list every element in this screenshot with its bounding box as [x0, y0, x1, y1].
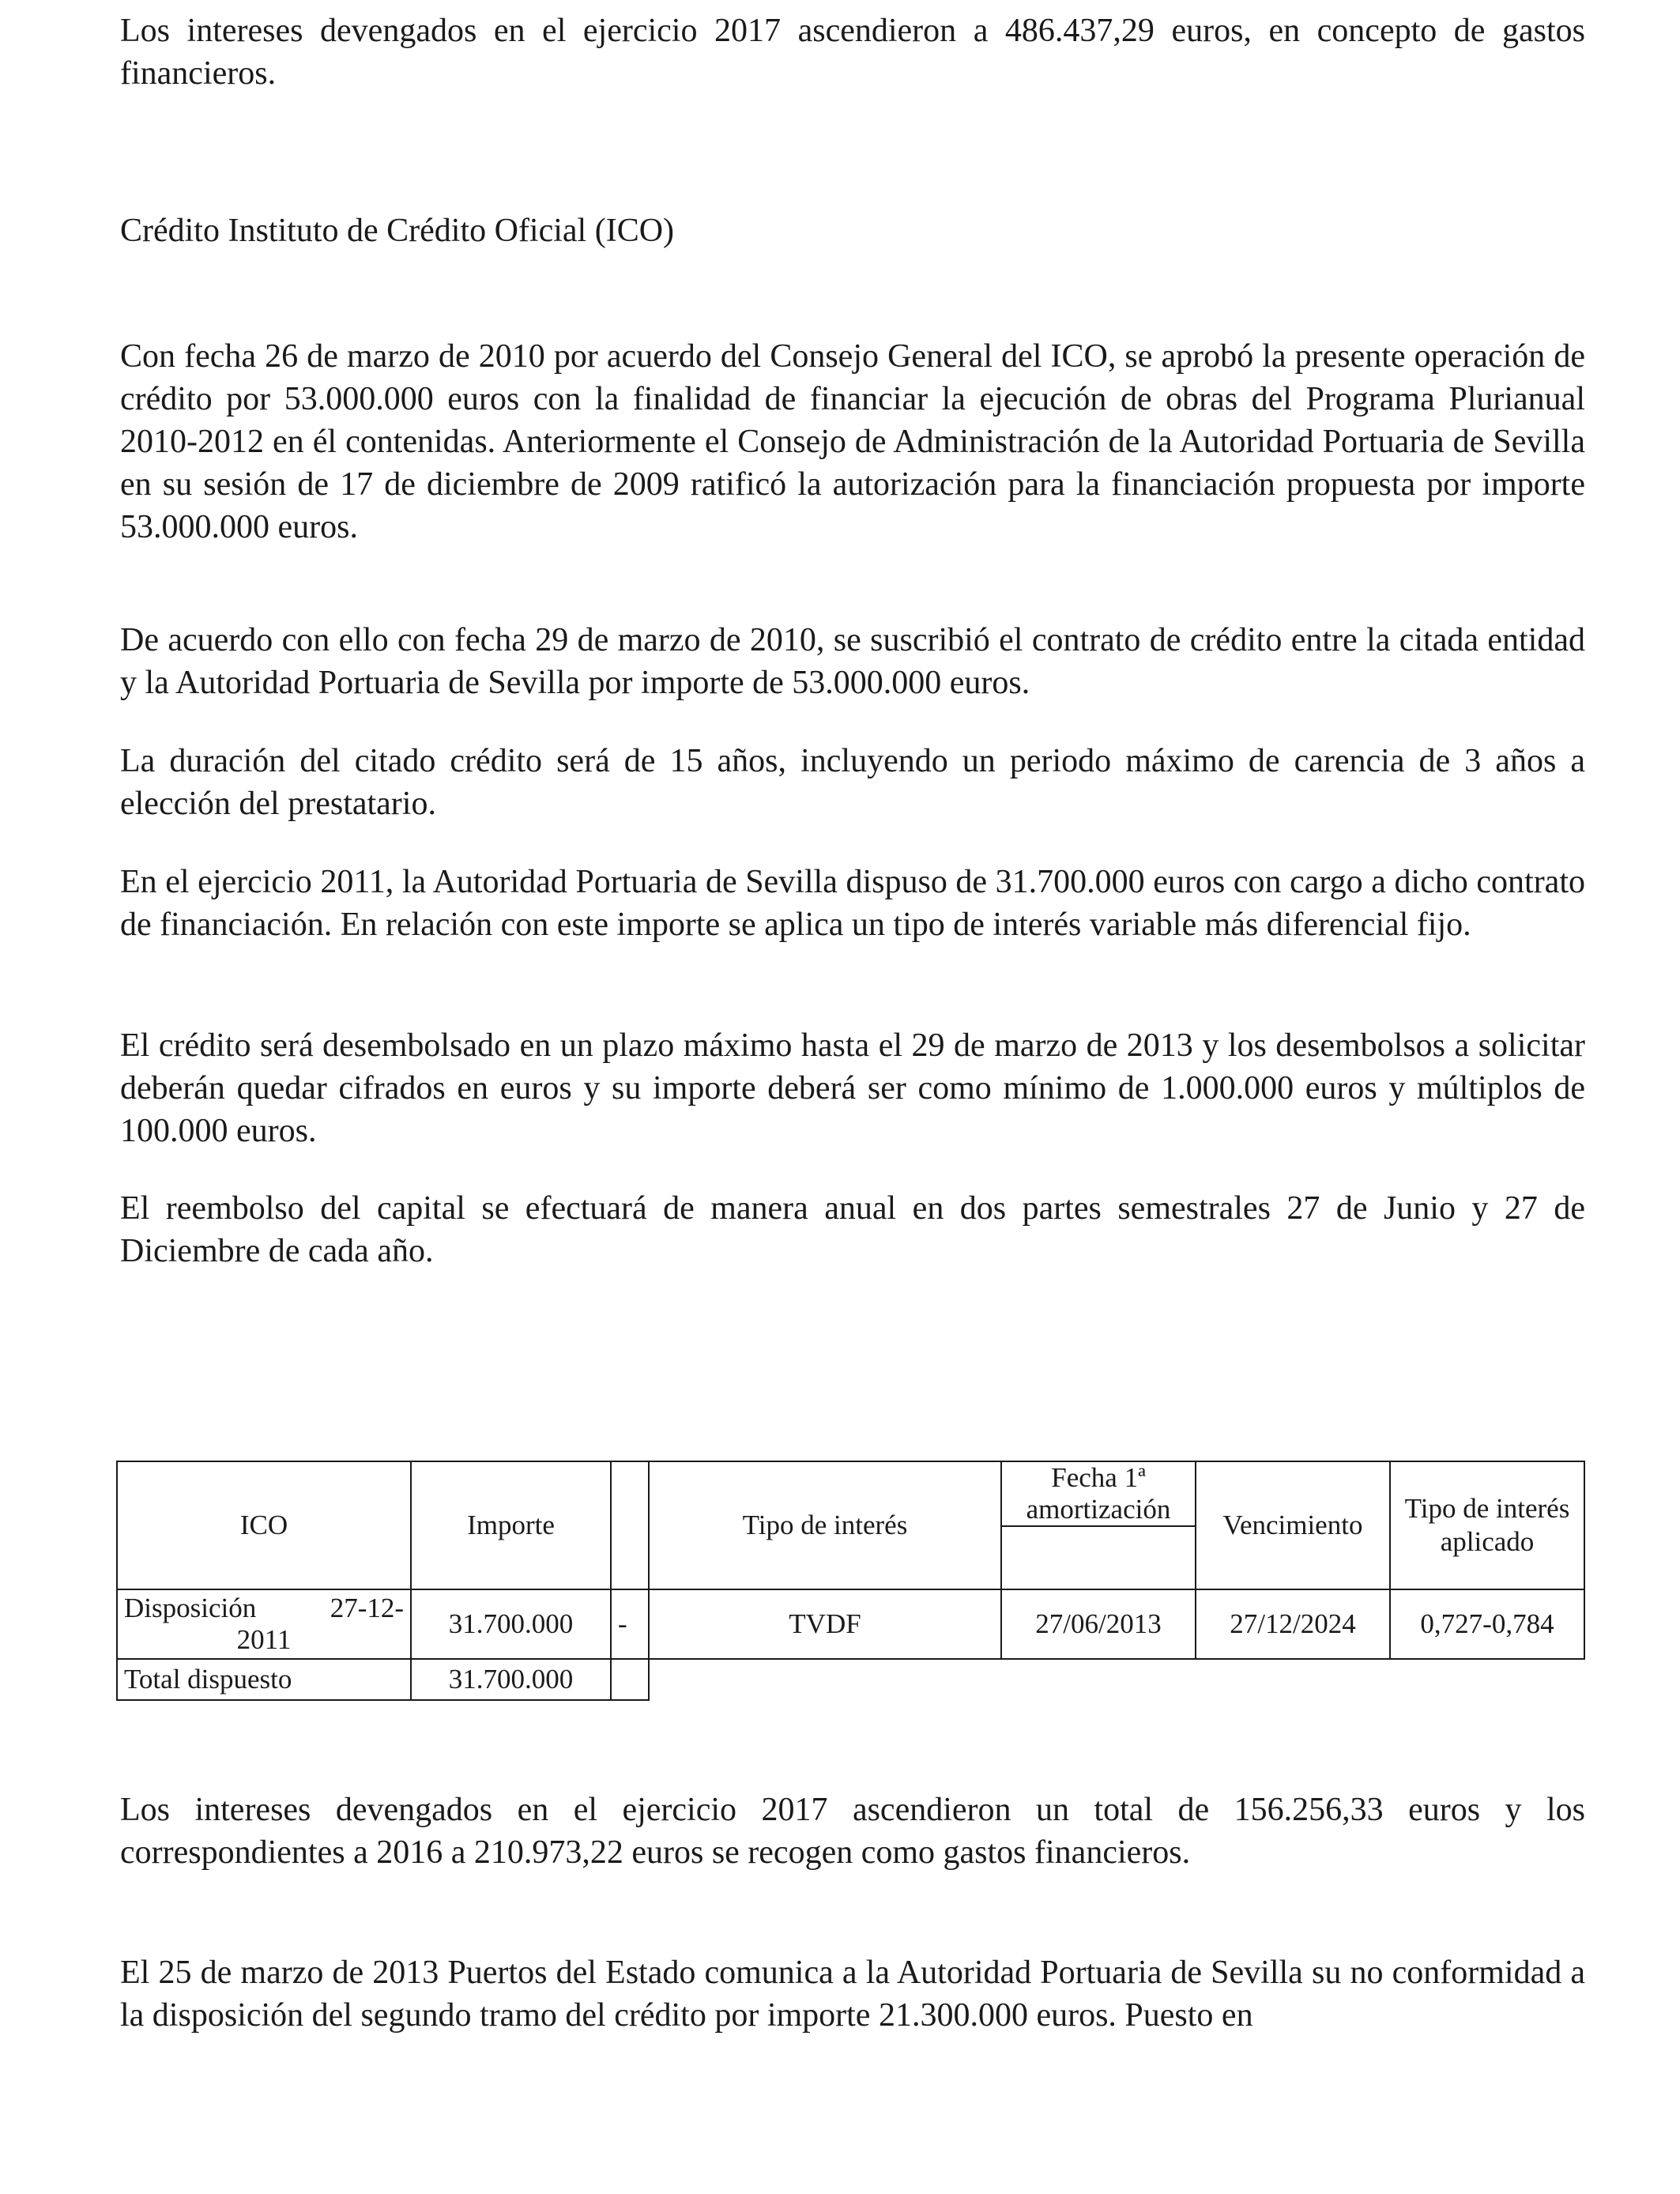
table-row [117, 1589, 1584, 1659]
cell-disposicion-label [117, 1589, 411, 1659]
cell-disposicion-vencimiento: 27/12/2024 [1196, 1589, 1390, 1659]
paragraph-desembolso: El crédito será desembolsado en un plazo máximo hasta el 29 de marzo de 2013 y los desembolsos a solicitar deberán quedar cifrados en euros y su importe deberá ser como mínimo de 1.000.000 euros y múltiplos de 100.000 euros. [120, 1027, 1585, 1149]
cell-total-label: Total dispuesto [117, 1659, 411, 1700]
paragraph-disposicion-2011: En el ejercicio 2011, la Autoridad Portuaria de Sevilla dispuso de 31.700.000 euros con cargo a dicho contrato de financiación. En relación con este importe se aplica un tipo de interés variable más diferencial fijo. [120, 864, 1585, 943]
paragraph-reembolso: El reembolso del capital se efectuará de manera anual en dos partes semestrales 27 de Junio y 27 de Diciembre de cada año. [120, 1190, 1585, 1269]
disposicion-word: Disposición [124, 1593, 257, 1623]
cell-total-blank [611, 1659, 649, 1700]
header-fecha-amortizacion-sub [1001, 1526, 1196, 1589]
section-heading-ico: Crédito Instituto de Crédito Oficial (ICO) [120, 213, 675, 249]
cell-total-importe: 31.700.000 [411, 1659, 611, 1700]
disposicion-date-part2: 2011 [236, 1624, 292, 1655]
paragraph-aprobacion-credito: Con fecha 26 de marzo de 2010 por acuerdo del Consejo General del ICO, se aprobó la presente operación de crédito por 53.000.000 euros con la finalidad de financiar la ejecución de obras del Programa Plurianual 2010-2012 en él contenidas. Anteriormente el Consejo de Administración de la Autoridad Portuaria de Sevilla en su sesión de 17 de diciembre de 2009 ratificó la autorización para la financiación propuesta por importe 53.000.000 euros. [120, 338, 1585, 545]
paragraph-duracion-credito: La duración del citado crédito será de 15 años, incluyendo un periodo máximo de carencia de 3 años a elección del prestatario. [120, 743, 1585, 822]
paragraph-intereses-2017: Los intereses devengados en el ejercicio 2017 ascendieron a 486.437,29 euros, en concepto de gastos financieros. [120, 13, 1585, 92]
paragraph-contrato-credito: De acuerdo con ello con fecha 29 de marzo de 2010, se suscribió el contrato de crédito entre la citada entidad y la Autoridad Portuaria de Sevilla por importe de 53.000.000 euros. [120, 622, 1585, 701]
header-blank [611, 1461, 649, 1589]
paragraph-intereses-ico: Los intereses devengados en el ejercicio 2017 ascendieron un total de 156.256,33 euros y los correspondientes a 2016 a 210.973,22 euros se recogen como gastos financieros. [120, 1792, 1585, 1871]
header-vencimiento: Vencimiento [1196, 1461, 1390, 1589]
cell-disposicion-importe: 31.700.000 [411, 1589, 611, 1659]
paragraph-puertos-estado: El 25 de marzo de 2013 Puertos del Estado comunica a la Autoridad Portuaria de Sevilla su no conformidad a la disposición del segundo tramo del crédito por importe 21.300.000 euros. Puesto en [120, 1955, 1585, 2034]
cell-disposicion-tipo-interes: TVDF [649, 1589, 1001, 1659]
header-ico: ICO [117, 1461, 411, 1589]
disposicion-date-part1: 27-12- [330, 1593, 404, 1623]
header-importe: Importe [411, 1461, 611, 1589]
table-row [117, 1659, 1584, 1700]
cell-disposicion-fecha-amort: 27/06/2013 [1001, 1589, 1196, 1659]
header-tipo-aplicado: Tipo de interés aplicado [1390, 1461, 1584, 1589]
ico-credit-table [116, 1461, 1585, 1701]
table-header-row [117, 1461, 1584, 1526]
cell-disposicion-tipo-aplicado: 0,727-0,784 [1390, 1589, 1584, 1659]
cell-disposicion-sep: - [611, 1589, 649, 1659]
header-tipo-interes: Tipo de interés [649, 1461, 1001, 1589]
header-fecha-amortizacion: Fecha 1ª amortización [1001, 1461, 1196, 1526]
